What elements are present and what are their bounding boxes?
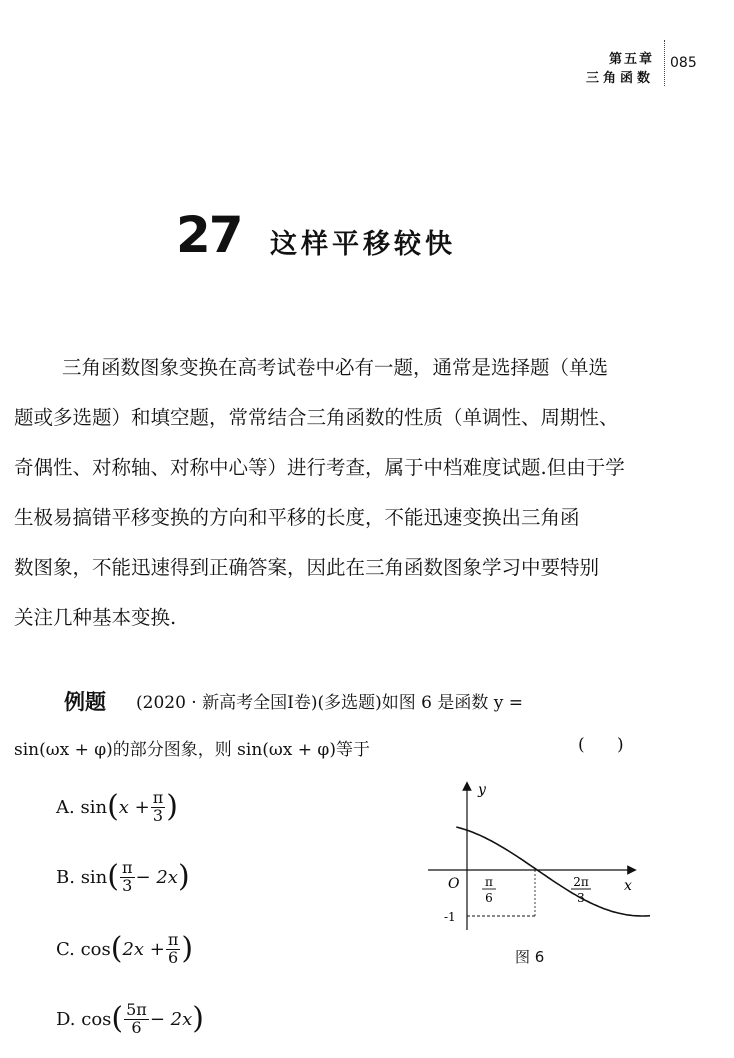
option-post: − 2x: [149, 1008, 193, 1030]
fraction-numerator: π: [122, 858, 133, 877]
fraction-numerator: π: [167, 930, 179, 949]
page-number: 085: [670, 55, 697, 71]
option-fraction: [151, 790, 166, 825]
open-paren: (: [107, 859, 119, 895]
open-paren: (: [110, 931, 123, 967]
header-divider: [664, 40, 665, 86]
option-post: − 2x: [135, 866, 178, 888]
example-label: 例题: [64, 690, 106, 714]
intro-line: 三角函数图象变换在高考试卷中必有一题，通常是选择题（单选: [62, 356, 609, 379]
function-graph: [420, 780, 650, 940]
fraction-denominator: 3: [122, 875, 133, 895]
fraction-denominator: 6: [131, 1017, 142, 1037]
tick-pi6-denominator: 6: [485, 891, 493, 905]
option-fraction: [166, 932, 181, 967]
origin-label: O: [448, 876, 460, 892]
option-pre: x +: [118, 796, 150, 818]
intro-line: 奇偶性、对称轴、对称中心等）进行考查，属于中档难度试题.但由于学: [14, 456, 625, 479]
example-stem-line2: sin(ωx + φ)的部分图象，则 sin(ωx + φ)等于: [14, 740, 370, 760]
option-function: cos: [81, 1008, 112, 1030]
fraction-numerator: π: [152, 788, 164, 807]
open-paren: (: [107, 789, 119, 825]
intro-line: 生极易搞错平移变换的方向和平移的长度，不能迅速变换出三角函: [14, 506, 580, 529]
open-paren: (: [111, 1001, 124, 1037]
option-function: sin: [80, 796, 108, 818]
option-letter: D.: [56, 1008, 76, 1030]
chapter-label: 第五章: [608, 52, 654, 67]
close-paren: ): [177, 859, 190, 895]
fraction-denominator: 3: [152, 805, 164, 825]
close-paren: ): [181, 931, 194, 967]
fraction-numerator: 5π: [126, 1000, 147, 1019]
figure-caption: 图 6: [515, 948, 545, 966]
y-min-label: -1: [444, 910, 456, 924]
option-fraction: [124, 1002, 149, 1037]
fraction-denominator: 6: [168, 947, 179, 967]
option-d[interactable]: [56, 1002, 204, 1037]
close-paren: ): [192, 1001, 204, 1037]
option-letter: C.: [56, 938, 75, 960]
intro-line: 关注几种基本变换.: [14, 606, 177, 629]
answer-bracket: ( ): [578, 735, 624, 755]
example-stem-line1: (2020 · 新高考全国Ⅰ卷)(多选题)如图 6 是函数 y =: [136, 693, 523, 713]
tick-2pi3-denominator: 3: [577, 891, 585, 905]
option-function: cos: [80, 938, 111, 960]
intro-line: 题或多选题）和填空题，常常结合三角函数的性质（单调性、周期性、: [14, 406, 619, 429]
x-axis-label: x: [624, 878, 632, 894]
option-function: sin: [80, 866, 108, 888]
intro-line: 数图象，不能迅速得到正确答案，因此在三角函数图象学习中要特别: [14, 556, 600, 579]
option-c[interactable]: [56, 932, 193, 967]
tick-pi6-numerator: π: [485, 875, 493, 889]
option-a[interactable]: [56, 790, 178, 825]
option-letter: A.: [56, 796, 75, 818]
option-b[interactable]: [56, 860, 190, 895]
y-axis-label: y: [478, 782, 486, 798]
close-paren: ): [166, 789, 178, 825]
option-fraction: [120, 860, 135, 895]
option-letter: B.: [56, 866, 75, 888]
tick-2pi3-numerator: 2π: [573, 875, 589, 889]
option-pre: 2x +: [122, 938, 165, 960]
section-label: 三角函数: [585, 71, 654, 86]
section-title: 这样平移较快: [270, 229, 456, 260]
section-number: 27: [176, 206, 242, 264]
